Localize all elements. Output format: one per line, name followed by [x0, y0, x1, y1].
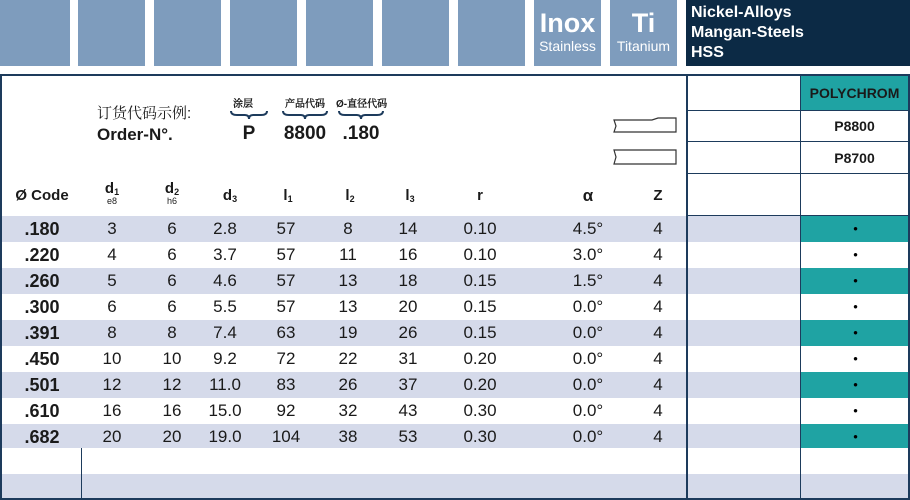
- cell-d3: 7.4: [213, 323, 237, 342]
- header-tile: [0, 0, 70, 66]
- cell-l3: 26: [398, 323, 418, 342]
- cell-l3: 20: [398, 297, 418, 316]
- cell-d1: 5: [107, 271, 117, 290]
- coating-code-p8700: P8700: [834, 150, 875, 166]
- cell-l2: 38: [338, 427, 358, 446]
- cell-r: 0.10: [463, 219, 497, 238]
- cell-code: .391: [24, 323, 60, 343]
- availability-dot-icon: •: [853, 377, 858, 392]
- cell-l2: 13: [338, 297, 358, 316]
- cell-l2: 8: [343, 219, 353, 238]
- col-header-alpha: α: [582, 186, 594, 205]
- availability-dot-icon: •: [853, 247, 858, 262]
- cell-r: 0.30: [463, 401, 497, 420]
- cell-z: 4: [653, 323, 663, 342]
- cell-z: 4: [653, 401, 663, 420]
- cell-d2: 6: [167, 271, 177, 290]
- cell-d3: 15.0: [208, 401, 242, 420]
- brace-icon: [337, 109, 385, 121]
- cell-code: .501: [24, 375, 60, 395]
- col-header-d2: $d_2$ h6: [164, 180, 180, 206]
- cell-l1: 92: [276, 401, 296, 420]
- cell-l1: 57: [276, 219, 296, 238]
- cell-z: 4: [653, 297, 663, 316]
- order-part-label: Ø-直径代码: [336, 99, 388, 110]
- cell-r: 0.30: [463, 427, 497, 446]
- coating-hline: [688, 173, 910, 174]
- brace-icon: [229, 109, 269, 121]
- cell-d1: 16: [102, 401, 122, 420]
- tool-outline-icon: [612, 116, 678, 134]
- cell-alpha: 1.5°: [572, 271, 604, 290]
- cell-alpha: 0.0°: [572, 375, 604, 394]
- cell-l1: 63: [276, 323, 296, 342]
- cell-l1: 57: [276, 271, 296, 290]
- col-header-r: r: [477, 187, 483, 204]
- cell-l3: 43: [398, 401, 418, 420]
- cell-l3: 18: [398, 271, 418, 290]
- order-cn-label: 订货代码示例:: [97, 105, 192, 122]
- coating-hline: [688, 141, 910, 142]
- cell-l2: 19: [338, 323, 358, 342]
- cell-d1: 12: [102, 375, 122, 394]
- cell-l2: 22: [338, 349, 358, 368]
- cell-d2: 12: [162, 375, 182, 394]
- cell-l2: 32: [338, 401, 358, 420]
- availability-dot-icon: •: [853, 299, 858, 314]
- cell-code: .260: [24, 271, 60, 291]
- order-en-label: Order-N°.: [97, 125, 173, 144]
- cell-d3: 5.5: [213, 297, 237, 316]
- col-header-d3: $d_3$: [222, 187, 238, 204]
- coating-hline: [688, 110, 910, 111]
- cell-alpha: 3.0°: [572, 245, 604, 264]
- cell-d2: 10: [162, 349, 182, 368]
- cell-r: 0.15: [463, 271, 497, 290]
- cell-l1: 104: [271, 427, 301, 446]
- col-header-code: Ø Code: [15, 187, 69, 204]
- material-titanium: Ti Titanium: [610, 0, 677, 66]
- cell-z: 4: [653, 375, 663, 394]
- cell-d3: 19.0: [208, 427, 242, 446]
- brace-icon: [281, 109, 329, 121]
- col-header-z: Z: [653, 187, 663, 204]
- cell-d2: 6: [167, 297, 177, 316]
- cell-r: 0.15: [463, 297, 497, 316]
- col-header-l1: $l_1$: [283, 187, 293, 204]
- coating-divider: [800, 74, 801, 500]
- cell-d1: 6: [107, 297, 117, 316]
- cell-l3: 53: [398, 427, 418, 446]
- cell-code: .220: [24, 245, 60, 265]
- cell-r: 0.20: [463, 349, 497, 368]
- cell-l3: 16: [398, 245, 418, 264]
- cell-d3: 2.8: [213, 219, 237, 238]
- cell-d1: 3: [107, 219, 117, 238]
- material-inox: Inox Stainless: [534, 0, 601, 66]
- cell-d1: 8: [107, 323, 117, 342]
- cell-l2: 11: [339, 245, 357, 264]
- order-part-value: 8800: [283, 123, 327, 144]
- cell-d3: 11.0: [209, 375, 241, 394]
- alloy-hss: HSS: [691, 44, 724, 61]
- order-part-label: 涂层: [233, 99, 253, 110]
- col-header-l3: $l_3$: [405, 187, 415, 204]
- cell-d2: 6: [167, 245, 177, 264]
- code-column-divider: [81, 448, 82, 500]
- coating-frame: [688, 74, 910, 500]
- cell-alpha: 0.0°: [572, 323, 604, 342]
- availability-dot-icon: •: [853, 273, 858, 288]
- cell-alpha: 0.0°: [572, 427, 604, 446]
- cell-d1: 20: [102, 427, 122, 446]
- cell-z: 4: [653, 349, 663, 368]
- header-tile: [154, 0, 221, 66]
- alloy-nickel: Nickel-Alloys: [691, 4, 792, 21]
- cell-l1: 83: [276, 375, 296, 394]
- cell-l2: 13: [338, 271, 358, 290]
- cell-alpha: 4.5°: [572, 219, 604, 238]
- cell-l1: 72: [276, 349, 296, 368]
- header-tile: [458, 0, 525, 66]
- col-header-d1: $d_1$ e8: [104, 180, 120, 206]
- cell-z: 4: [653, 271, 663, 290]
- cell-l2: 26: [338, 375, 358, 394]
- coating-code-p8800: P8800: [834, 118, 875, 134]
- cell-alpha: 0.0°: [572, 401, 604, 420]
- header-tile: [230, 0, 297, 66]
- tool-outline-icon: [612, 148, 678, 166]
- col-header-l2: $l_2$: [345, 187, 355, 204]
- coating-hline: [688, 215, 910, 216]
- header-tile: [78, 0, 145, 66]
- cell-d2: 16: [162, 401, 182, 420]
- alloy-mangan: Mangan-Steels: [691, 24, 804, 41]
- cell-code: .610: [24, 401, 60, 421]
- cell-d2: 20: [162, 427, 182, 446]
- availability-dot-icon: •: [853, 221, 858, 236]
- cell-d1: 4: [107, 245, 117, 264]
- header-tile: [306, 0, 373, 66]
- cell-r: 0.10: [463, 245, 497, 264]
- cell-d3: 4.6: [213, 271, 237, 290]
- cell-r: 0.15: [463, 323, 497, 342]
- cell-alpha: 0.0°: [572, 297, 604, 316]
- availability-dot-icon: •: [853, 403, 858, 418]
- cell-d1: 10: [102, 349, 122, 368]
- alloy-panel: [686, 0, 910, 66]
- cell-l1: 57: [276, 297, 296, 316]
- cell-d2: 8: [167, 323, 177, 342]
- cell-code: .180: [24, 219, 60, 239]
- cell-d2: 6: [167, 219, 177, 238]
- cell-z: 4: [653, 219, 663, 238]
- cell-r: 0.20: [463, 375, 497, 394]
- cell-z: 4: [653, 245, 663, 264]
- cell-l1: 57: [276, 245, 296, 264]
- header-tile: [382, 0, 449, 66]
- cell-d3: 3.7: [213, 245, 237, 264]
- cell-code: .300: [24, 297, 60, 317]
- coating-name: POLYCHROM: [809, 85, 900, 101]
- cell-l3: 31: [398, 349, 418, 368]
- order-part-value: .180: [342, 123, 380, 144]
- availability-dot-icon: •: [853, 351, 858, 366]
- availability-dot-icon: •: [853, 325, 858, 340]
- cell-l3: 37: [398, 375, 418, 394]
- order-part-label: 产品代码: [285, 99, 325, 110]
- cell-l3: 14: [398, 219, 418, 238]
- order-part-value: P: [242, 123, 256, 144]
- cell-code: .682: [24, 427, 60, 447]
- cell-d3: 9.2: [213, 349, 237, 368]
- cell-code: .450: [24, 349, 60, 369]
- availability-dot-icon: •: [853, 429, 858, 444]
- cell-z: 4: [653, 427, 663, 446]
- cell-alpha: 0.0°: [572, 349, 604, 368]
